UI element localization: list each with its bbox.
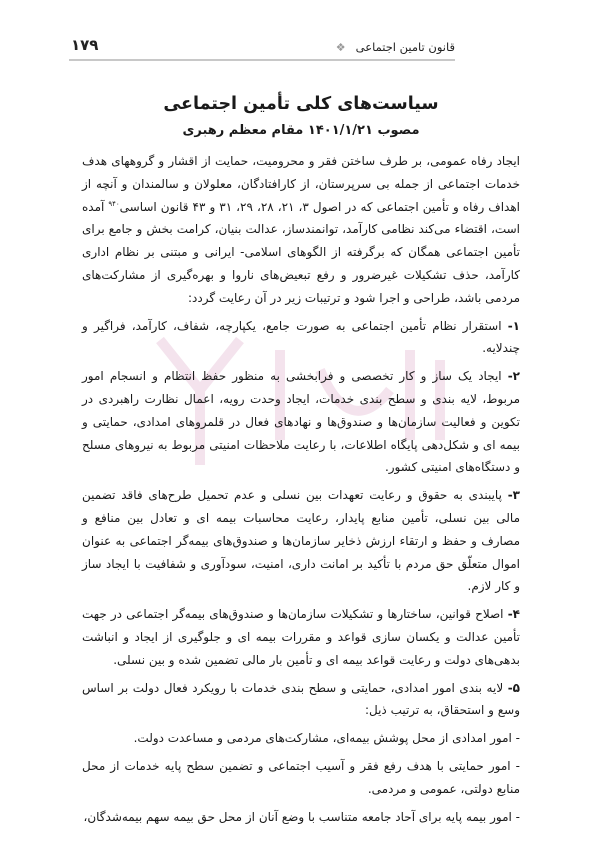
running-title: قانون تامین اجتماعی bbox=[355, 40, 455, 54]
item-number: ۱- bbox=[507, 318, 520, 333]
document-body bbox=[82, 90, 520, 833]
document-subtitle: مصوب ۱۴۰۱/۱/۲۱ مقام معظم رهبری bbox=[182, 123, 420, 138]
intro-text-cont: آمده است، اقتضاء می‌کند نظامی کارآمد، توانمندساز، عدالت بنیان، کرامت بخش و جامع برای تأمین اجتماعی همگان که برگرفته از الگوهای اسلامی- ایرانی و مبتنی بر نظام اداری کارآمد، حذف تشکیلات غیرضرور و رفع تبعیض‌های ناروا و بهره‌گیری از مشارکت‌های مردمی باشد، طراحی و اجرا شود و ترتیبات زیر در آن رعایت گردد: bbox=[82, 199, 520, 305]
item-number: ۵- bbox=[507, 680, 520, 695]
intro-text: ایجاد رفاه عمومی، بر طرف ساختن فقر و محرومیت، حمایت از اقشار و گروههای هدف خدمات اجتماعی از جمله بی سرپرستان، از کارافتادگان، معلولان و سالمندان و آنچه از اهداف رفاه و تأمین اجتماعی که در اصول ۳، ۲۱، ۲۸، ۲۹، ۳۱ و ۴۳ قانون اساسی bbox=[82, 154, 521, 214]
item-text: پایبندی به حقوق و رعایت تعهدات بین نسلی و عدم تحمیل طرح‌های فاقد تضمین مالی بین نسلی، تأمین منابع پایدار، رعایت محاسبات بیمه ای و تعادل بین منافع و مصارف و حفظ و ارتقاء ارزش ذخایر سازمان‌ها و صندوق‌های بیمه‌گر اجتماعی به عنوان اموال متعلّق حق مردم با تأکید بر امانت داری، امنیت، سودآوری و شفافیت با ایجاد ساز و کار لازم. bbox=[82, 488, 520, 594]
policy-item-2 bbox=[82, 365, 520, 479]
policy-item-4 bbox=[82, 603, 520, 671]
document-title: سیاست‌های کلی تأمین اجتماعی bbox=[163, 94, 439, 114]
item-number: ۳- bbox=[507, 488, 520, 503]
ornament-icon: ❖ bbox=[335, 40, 346, 54]
item-text: اصلاح قوانین، ساختارها و تشکیلات سازمان‌ها و صندوق‌های بیمه‌گر اجتماعی در جهت تأمین عدالت و یکسان سازی قواعد و مقررات بیمه ای و جلوگیری از ایجاد و انباشت بدهی‌های دولت و رعایت قواعد بیمه ای و تأمین بار مالی تضمین شده و بین نسلی. bbox=[82, 607, 520, 667]
item-number: ۴- bbox=[507, 607, 520, 622]
item-number: ۲- bbox=[507, 369, 520, 384]
item-text: استقرار نظام تأمین اجتماعی به صورت جامع، یکپارچه، شفاف، کارآمد، فراگیر و چندلایه. bbox=[82, 318, 520, 356]
footnote-ref[interactable]: ۹۴۰ bbox=[108, 199, 120, 208]
header-divider bbox=[69, 59, 455, 61]
policy-item-1 bbox=[82, 315, 520, 361]
intro-paragraph bbox=[82, 150, 520, 310]
running-header bbox=[69, 36, 455, 58]
sub-item-insurance: - امور بیمه پایه برای آحاد جامعه متناسب با وضع آنان از محل حق بیمه سهم بیمه‌شدگان، bbox=[83, 809, 520, 824]
policy-item-5 bbox=[82, 677, 520, 723]
sub-item-support: - امور حمایتی با هدف رفع فقر و آسیب اجتماعی و تضمین سطح پایه خدمات از محل منابع دولتی، عمومی و مردمی. bbox=[82, 758, 520, 796]
item-text: ایجاد یک ساز و کار تخصصی و فرابخشی به منظور حفظ انتظام و انسجام امور مربوط، لایه بندی و سطح بندی خدمات، ایجاد وحدت رویه، اعمال نظارت راهبردی در تکوین و فعالیت سازمان‌ها و صندوق‌ها و نهادهای فعال در قلمروهای امدادی، حمایتی و بیمه ای و شکل‌دهی پایگاه اطلاعات، با رعایت ملاحظات امنیتی مربوط به نیروهای مسلح و دستگاه‌های امنیتی کشور. bbox=[82, 369, 520, 475]
item-text: لایه بندی امور امدادی، حمایتی و سطح بندی خدمات با رویکرد فعال دولت بر اساس وسع و استحقاق، به ترتیب ذیل: bbox=[82, 680, 520, 718]
sub-item-relief: - امور امدادی از محل پوشش بیمه‌ای، مشارکت‌های مردمی و مساعدت دولت. bbox=[133, 731, 520, 746]
policy-item-3 bbox=[82, 484, 520, 598]
page-number: ۱۷۹ bbox=[71, 36, 99, 54]
